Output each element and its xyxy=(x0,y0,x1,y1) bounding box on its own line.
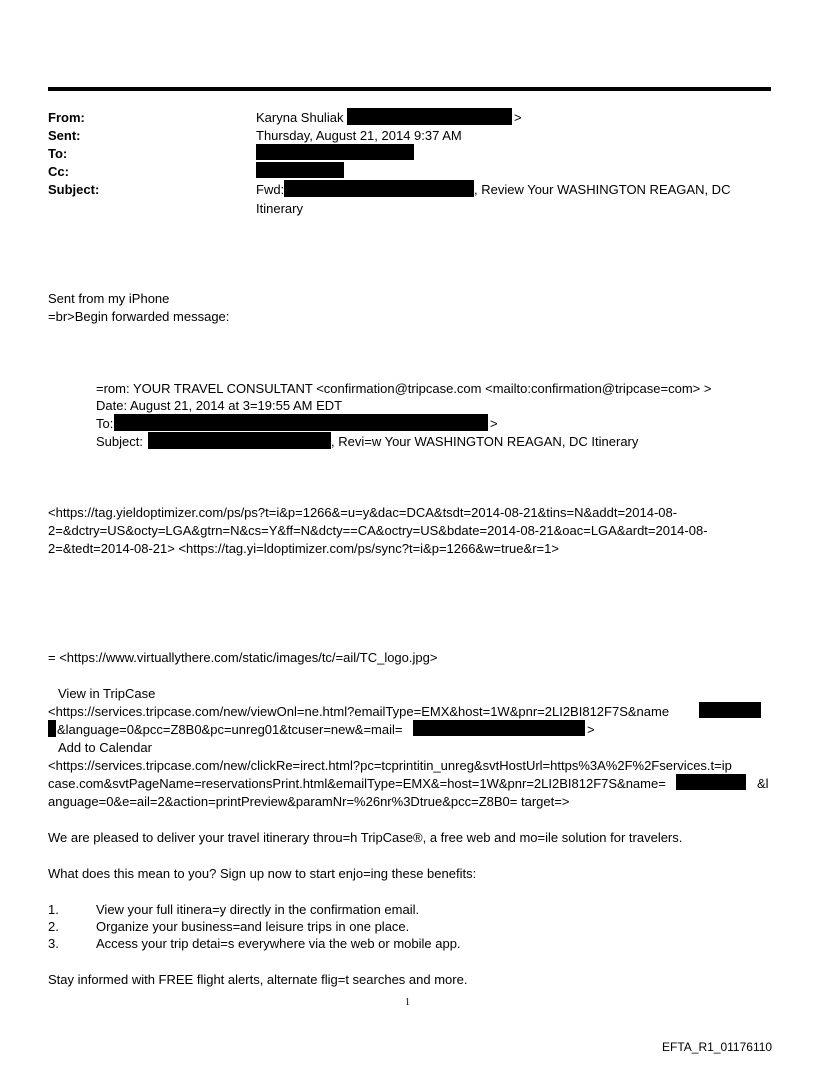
add-to-calendar: Add to Calendar xyxy=(58,740,152,755)
fwd-subject-rest: , Revi=w Your WASHINGTON REAGAN, DC Itinerary xyxy=(331,434,639,449)
redaction-block xyxy=(114,414,488,431)
subject-label: Subject: xyxy=(48,182,100,197)
redaction-block xyxy=(284,180,474,197)
list-item: Organize your business=and leisure trips in one place. xyxy=(96,919,410,934)
from-value: Karyna Shuliak xyxy=(256,110,344,125)
cc-label: Cc: xyxy=(48,164,69,179)
calendar-url-suffix: &l xyxy=(757,776,769,791)
redaction-block xyxy=(347,108,512,125)
subject-rest: , Review Your WASHINGTON REAGAN, DC xyxy=(474,182,731,197)
redaction-block xyxy=(256,162,344,178)
redaction-block xyxy=(699,702,761,718)
header-rule xyxy=(48,87,771,91)
sent-from-line: Sent from my iPhone xyxy=(48,291,170,306)
fwd-to-label: To: xyxy=(96,416,114,431)
list-item: View your full itinera=y directly in the confirmation email. xyxy=(96,902,420,917)
redaction-block xyxy=(256,144,414,160)
list-number: 2. xyxy=(48,919,59,934)
tracking-url-line: 2=&dctry=US&octy=LGA&gtrn=N&cs=Y&ff=N&dcty==CA&octry=US&bdate=2014-08-21&oac=LGA&ardt=2014-08- xyxy=(48,523,708,538)
fwd-subject-label: Subject: xyxy=(96,434,143,449)
pleased-paragraph: We are pleased to deliver your travel itinerary throu=h TripCase®, a free web and mo=ile solution for travelers. xyxy=(48,830,683,845)
list-number: 3. xyxy=(48,936,59,951)
calendar-url-line: <https://services.tripcase.com/new/clickRe=irect.html?pc=tcprintitin_unreg&svtHostUrl=https%3A%2F%2Fservices.t=ip xyxy=(48,758,732,773)
redaction-block xyxy=(413,720,585,736)
logo-url-line: = <https://www.virtuallythere.com/static/images/tc/=ail/TC_logo.jpg> xyxy=(48,650,438,665)
fwd-date-line: Date: August 21, 2014 at 3=19:55 AM EDT xyxy=(96,398,343,413)
sent-value: Thursday, August 21, 2014 9:37 AM xyxy=(256,128,462,143)
redaction-block xyxy=(48,720,56,737)
tracking-url-line: 2=&tedt=2014-08-21> <https://tag.yi=ldoptimizer.com/ps/sync?t=i&p=1266&w=true&r=1> xyxy=(48,541,559,556)
stay-informed-paragraph: Stay informed with FREE flight alerts, alternate flig=t searches and more. xyxy=(48,972,468,987)
view-in-tripcase: View in TripCase xyxy=(58,686,156,701)
fwd-to-suffix: > xyxy=(490,416,498,431)
calendar-url-line: anguage=0&e=ail=2&action=printPreview&paramNr=%26nr%3Dtrue&pcc=Z8B0= target=> xyxy=(48,794,570,809)
subject-prefix: Fwd: xyxy=(256,182,285,197)
sent-label: Sent: xyxy=(48,128,81,143)
subject-line2: Itinerary xyxy=(256,201,303,216)
view-url-line: <https://services.tripcase.com/new/viewOnl=ne.html?emailType=EMX&host=1W&pnr=2LI2BI812F7S&name xyxy=(48,704,670,719)
redaction-block xyxy=(676,774,746,790)
bates-number: EFTA_R1_01176110 xyxy=(662,1040,773,1054)
view-url-suffix: > xyxy=(587,722,595,737)
from-label: From: xyxy=(48,110,85,125)
fwd-from-line: =rom: YOUR TRAVEL CONSULTANT <confirmation@tripcase.com <mailto:confirmation@tripcase=com> > xyxy=(96,381,712,396)
begin-forwarded-line: =br>Begin forwarded message: xyxy=(48,309,230,324)
list-number: 1. xyxy=(48,902,59,917)
calendar-url-line: case.com&svtPageName=reservationsPrint.html&emailType=EMX&=host=1W&pnr=2LI2BI812F7S&name= xyxy=(48,776,666,791)
tracking-url-line: <https://tag.yieldoptimizer.com/ps/ps?t=i&p=1266&=u=y&dac=DCA&tsdt=2014-08-21&tins=N&addt=2014-08- xyxy=(48,505,678,520)
to-label: To: xyxy=(48,146,68,161)
view-url-line: &language=0&pcc=Z8B0&pc=unreg01&tcuser=new&=mail= xyxy=(57,722,403,737)
page-number: 1 xyxy=(405,997,410,1008)
list-item: Access your trip detai=s everywhere via the web or mobile app. xyxy=(96,936,461,951)
redaction-block xyxy=(148,432,331,449)
from-suffix: > xyxy=(514,110,522,125)
what-does-paragraph: What does this mean to you? Sign up now to start enjo=ing these benefits: xyxy=(48,866,477,881)
